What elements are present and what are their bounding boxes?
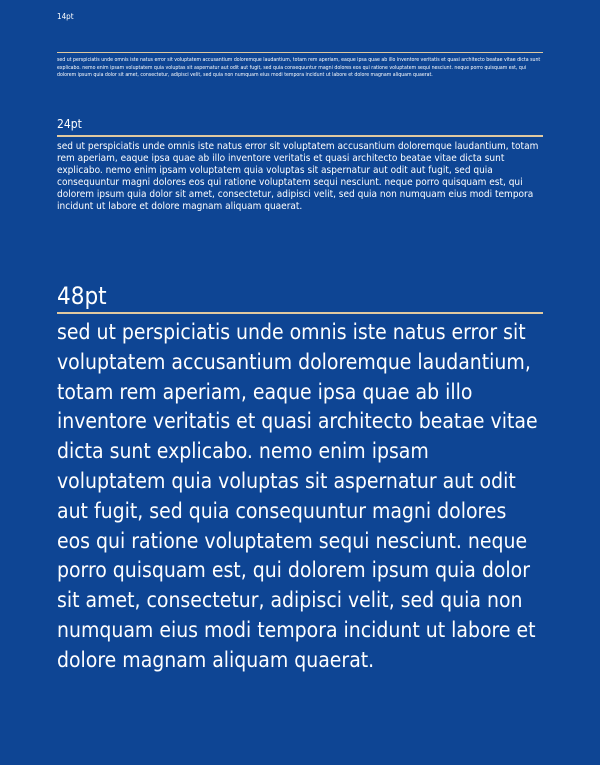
divider-rule [57, 312, 543, 314]
sample-paragraph: sed ut perspiciatis unde omnis iste natus error sit voluptatem accusantium doloremque laudantium, totam rem aperiam, eaque ipsa quae ab illo inventore veritatis et quasi architecto beatae vitae dicta sunt explicabo. nemo enim ipsam voluptatem quia voluptas sit aspernatur aut odit aut fugit, sed quia consequuntur magni dolores eos qui ratione voluptatem sequi nesciunt. neque porro quisquam est, qui dolorem ipsum quia dolor sit amet, consectetur, adipisci velit, sed quia non numquam eius modi tempora incidunt ut labore et dolore magnam aliquam quaerat. [57, 141, 539, 213]
size-label: 24pt [57, 117, 82, 131]
specimen-24pt [57, 117, 543, 214]
divider-rule [57, 135, 543, 137]
size-label: 48pt [57, 282, 107, 310]
divider-rule [57, 52, 543, 53]
sample-paragraph: sed ut perspiciatis unde omnis iste natus error sit voluptatem accusantium doloremque laudantium, totam rem aperiam, eaque ipsa quae ab illo inventore veritatis et quasi architecto beatae vitae dicta sunt explicabo. nemo enim ipsam voluptatem quia voluptas sit aspernatur aut odit aut fugit, sed quia consequuntur magni dolores eos qui ratione voluptatem sequi nesciunt. neque porro quisquam est, qui dolorem ipsum quia dolor sit amet, consectetur, adipisci velit, sed quia non numquam eius modi tempora incidunt ut labore et dolore magnam aliquam quaerat. [57, 320, 538, 672]
specimen-14pt [57, 12, 543, 80]
sample-paragraph: sed ut perspiciatis unde omnis iste natus error sit voluptatem accusantium doloremque laudantium, totam rem aperiam, eaque ipsa quae ab illo inventore veritatis et quasi architecto beatae vitae dicta sunt explicabo. nemo enim ipsam voluptatem quia voluptas sit aspernatur aut odit aut fugit, sed quia consequuntur magni dolores eos qui ratione voluptatem sequi nesciunt. neque porro quisquam est, qui dolorem ipsum quia dolor sit amet, consectetur, adipisci velit, sed quia non numquam eius modi tempora incidunt ut labore et dolore magnam aliquam quaerat. [57, 57, 541, 79]
specimen-48pt [57, 282, 543, 676]
size-label: 14pt [57, 12, 74, 21]
